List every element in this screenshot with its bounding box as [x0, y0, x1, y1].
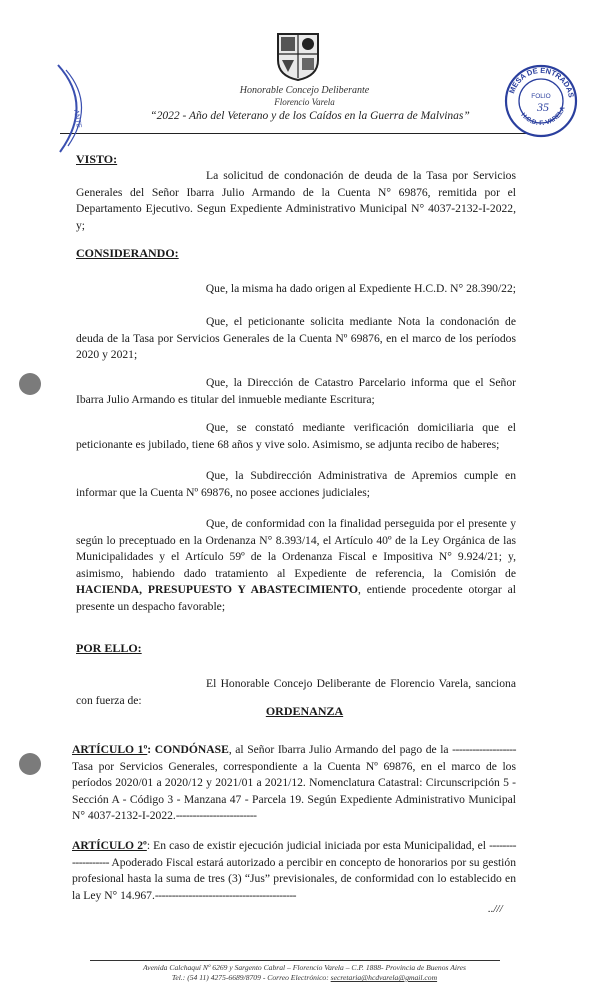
considerando-p5-rest: informar que la Cuenta Nº 69876, no posee acciones judiciales;: [76, 485, 370, 499]
year-motto: “2022 - Año del Veterano y de los Caídos en la Guerra de Malvinas”: [150, 110, 470, 122]
footer-email-link[interactable]: secretaria@hcdvarela@gmail.com: [330, 973, 438, 982]
considerando-heading: CONSIDERANDO:: [76, 246, 179, 260]
municipal-crest-icon: [274, 30, 322, 82]
footer-divider: [90, 960, 500, 961]
header-divider: [60, 133, 528, 134]
por-ello-heading: POR ELLO:: [76, 641, 142, 655]
considerando-paragraph-2: [76, 314, 516, 364]
svg-text:ANTE: ANTE: [72, 109, 83, 129]
binder-hole: [19, 373, 41, 395]
binder-hole: [19, 753, 41, 775]
articulo-1-dashes: -------------------: [452, 743, 517, 756]
considerando-p4-rest: peticionante es jubilado, tiene 68 años y vive solo. Asimismo, se adjunta recibo de haberes;: [76, 437, 500, 451]
considerando-p3-rest: Ibarra Julio Armando es titular del inmueble mediante Escritura;: [76, 392, 375, 406]
stamp-bottom-text: H.C.D. F. VARELA: [519, 105, 567, 128]
articulo-1-label: ARTÍCULO 1º: [72, 743, 148, 756]
footer-phone: Tel.: (54 11) 4275-6689/8709: [171, 973, 261, 982]
considerando-p1-text: Que, la misma ha dado origen al Expediente H.C.D. N° 28.390/22;: [205, 282, 516, 295]
ordenanza-title: ORDENANZA: [265, 704, 344, 718]
institution-name: Honorable Concejo Deliberante: [239, 85, 370, 96]
stamp-ring-text: MESA DE ENTRADAS: [507, 65, 576, 99]
visto-text-indented: La solicitud de condonación de deuda de la Tasa por Servicios: [206, 169, 516, 182]
stamp-folio-number: 35: [537, 100, 549, 114]
footer-address: Avenida Calchaquí Nº 6269 y Sargento Cabral – Florencio Varela – C.P. 1888- Provincia de Buenos Aires: [143, 963, 466, 972]
partial-stamp-left: [56, 60, 96, 155]
stamp-folio-label: FOLIO: [531, 93, 551, 100]
continuation-mark: ..///: [488, 903, 503, 915]
articulo-1: ARTÍCULO 1º: CONDÓNASE, al Señor Ibarra Julio Armando del pago de la ------------------- Tasa por Servicios Generales, correspondiente a la Cuenta Nº 69876, en el marco de los períodos 2020/01 a 2020/12 y 2021/01 a 2021/12. Nomenclatura Catastral: Circunscripción 5 - Sección A - Código 3 - Manzana 47 - Parcela 19. Según Expediente Administrativo Municipal N° 4037-2132-I-2022.------------------------: [72, 743, 517, 823]
footer-email-label: Correo Electrónico:: [267, 973, 329, 982]
articulo-2-lead: : En caso de existir ejecución judicial iniciada por esta Municipalidad, el: [146, 839, 486, 852]
commission-name: HACIENDA, PRESUPUESTO Y ABASTECIMIENTO: [76, 583, 358, 597]
considerando-p4-indented: Que, se constató mediante verificación domiciliaria que el: [206, 421, 516, 434]
considerando-p6-end: , entiende procedente otorgar al presente un despacho favorable;: [76, 583, 516, 613]
considerando-paragraph-4: [76, 420, 516, 453]
mesa-de-entradas-stamp: [503, 63, 579, 139]
articulo-2-label: ARTÍCULO 2º: [72, 839, 147, 852]
considerando-p5-indented: Que, la Subdirección Administrativa de Apremios cumple en: [206, 469, 516, 482]
considerando-paragraph-1: [76, 281, 516, 298]
footer-contact: Tel.: (54 11) 4275-6689/8709 - Correo Electrónico: secretaria@hcdvarela@gmail.com: [171, 973, 438, 982]
visto-paragraph: [76, 168, 516, 234]
articulo-2-tail-dashes: ------------------------------------------: [154, 888, 297, 902]
articulo-1-verb: CONDÓNASE: [154, 743, 229, 756]
articulo-2: [72, 838, 516, 904]
considerando-p6-indented: Que, de conformidad con la finalidad perseguida por el presente y: [206, 517, 516, 530]
visto-text-rest: Generales del Señor Ibarra Julio Armando de la Cuenta N° 69876, remitida por el Departamento Ejecutivo. Segun Expediente Administrativo Municipal N° 4037-2132-I-2022, y;: [76, 185, 516, 232]
articulo-2-text: Apoderado Fiscal estará autorizado a percibir en concepto de honorarios por su gestión profesional hasta la suma de tres (3) “Jus” previsionales, de conformidad con lo establecido en la Ley N° 14.967.: [72, 855, 516, 902]
considerando-paragraph-6: [76, 516, 516, 616]
considerando-p2-indented: Que, el peticionante solicita mediante Nota la condonación de: [206, 315, 516, 328]
articulo-1-text: Tasa por Servicios Generales, correspondiente a la Cuenta Nº 69876, en el marco de los períodos 2020/01 a 2020/12 y 2021/01 a 2021/12. Nomenclatura Catastral: Circunscripción 5 - Sección A - Código 3 - Manzana 47 - Parcela 19. Según Expediente Administrativo Municipal N° 4037-2132-I-2022.: [72, 759, 516, 823]
considerando-p3-indented: Que, la Dirección de Catastro Parcelario informa que el Señor: [206, 376, 516, 389]
considerando-p2-rest: deuda de la Tasa por Servicios Generales de la Cuenta Nº 69876, en el marco de los períodos 2020 y 2021;: [76, 331, 516, 362]
articulo-1-tail-dashes: ------------------------: [175, 809, 257, 823]
institution-city: Florencio Varela: [274, 97, 335, 107]
considerando-paragraph-3: [76, 375, 516, 408]
articulo-1-lead: , al Señor Ibarra Julio Armando del pago de la: [228, 743, 449, 756]
por-ello-text-indented: El Honorable Concejo Deliberante de Florencio Varela, sanciona: [206, 677, 516, 690]
articulo-2-dashes: -------------------: [72, 839, 516, 869]
por-ello-text-rest: con fuerza de:: [76, 693, 142, 707]
considerando-p6-rest: según lo preceptuado en la Ordenanza N° 8.393/14, el Artículo 40º de la Ley Orgánica de las Municipalidades y el Artículo 59º de la Ordenanza Fiscal e Impositiva N° 9.924/21; y, asimismo, habiendo dado tratamiento al Expediente de referencia, la Comisión de: [76, 533, 516, 580]
visto-heading: VISTO:: [76, 152, 118, 166]
considerando-paragraph-5: [76, 468, 516, 501]
